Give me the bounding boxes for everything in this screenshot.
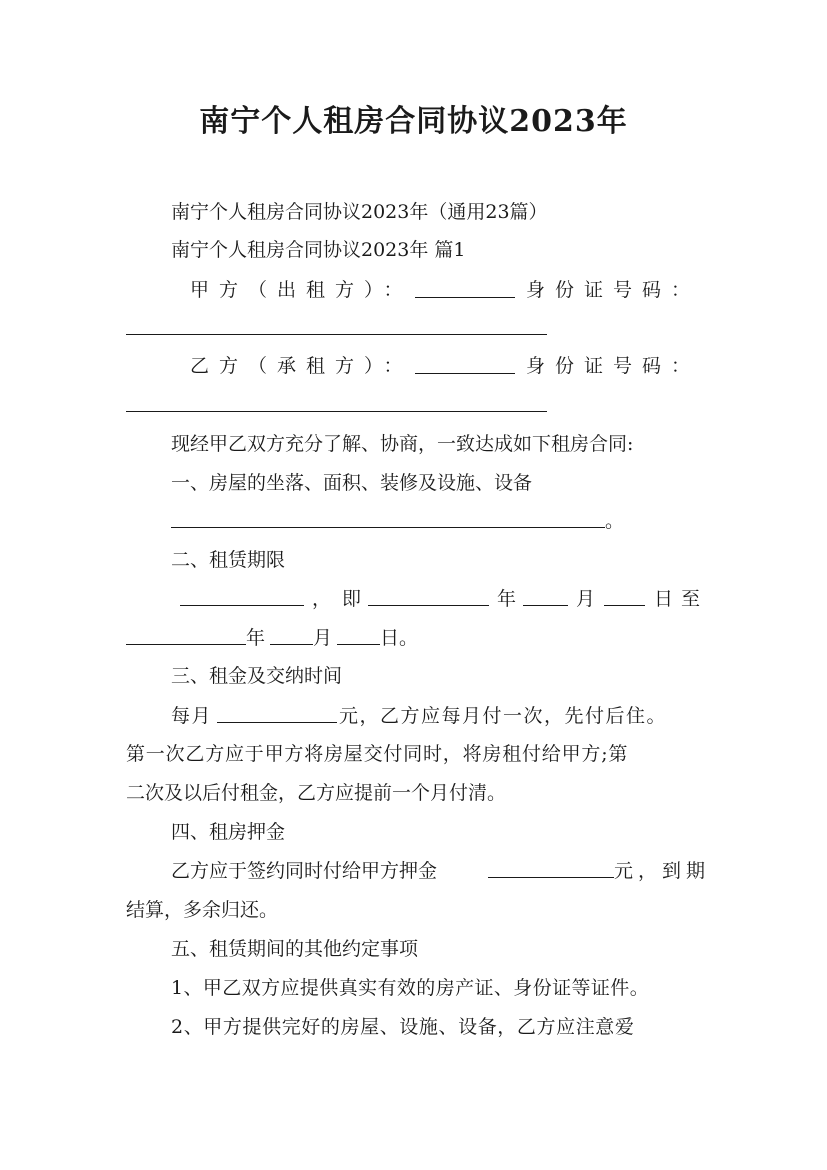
lease-yue-2: 月 — [313, 627, 333, 649]
party-a-row — [190, 276, 413, 304]
party-a-label: 甲方（出租方）： — [190, 279, 413, 301]
lease-start-blank — [180, 605, 304, 606]
lease-to-day-blank — [337, 644, 380, 645]
party-b-id-label: 身份证号码： — [526, 355, 701, 377]
deposit-amount-blank — [488, 877, 614, 878]
deposit-suffix: 元，到期 — [614, 860, 711, 882]
section-2-heading: 二、租赁期限 — [171, 549, 286, 571]
lease-ri-zhi: 日至 — [654, 588, 709, 610]
lease-to-year-blank — [126, 644, 246, 645]
lease-ji: 即 — [342, 588, 362, 610]
section-3-heading: 三、租金及交纳时间 — [171, 665, 343, 687]
party-b-name-blank — [415, 373, 515, 374]
party-b-label: 乙方（承租方）： — [190, 355, 413, 377]
rent-prefix: 每月 — [171, 705, 213, 727]
rent-paragraph-3: 二次及以后付租金，乙方应提前一个月付清。 — [126, 782, 507, 804]
subtitle: 南宁个人租房合同协议2023年（通用23篇） — [171, 201, 548, 223]
deposit-paragraph-2: 结算，多余归还。 — [126, 899, 279, 921]
section-label: 南宁个人租房合同协议2023年 篇1 — [171, 239, 466, 261]
section-5-heading: 五、租赁期间的其他约定事项 — [171, 938, 419, 960]
rent-paragraph-2: 第一次乙方应于甲方将房屋交付同时，将房租付给甲方;第 — [126, 743, 629, 765]
party-a-id-label: 身份证号码： — [526, 279, 701, 301]
lease-from-month-blank — [523, 605, 568, 606]
rent-amount-blank — [217, 722, 337, 723]
lease-comma: ， — [312, 588, 332, 610]
rent-suffix: 元，乙方应每月付一次，先付后住。 — [339, 705, 668, 727]
lease-from-year-blank — [368, 605, 489, 606]
party-a-name-blank — [415, 297, 515, 298]
party-b-row — [190, 352, 413, 380]
deposit-prefix: 乙方应于签约同时付给甲方押金 — [171, 860, 438, 882]
section-1-heading: 一、房屋的坐落、面积、装修及设施、设备 — [171, 472, 533, 494]
intro-paragraph: 现经甲乙双方充分了解、协商，一致达成如下租房合同: — [171, 433, 634, 455]
lease-yue: 月 — [576, 588, 596, 610]
section-1-blank — [171, 527, 605, 528]
lease-from-day-blank — [604, 605, 645, 606]
section-1-end: 。 — [605, 510, 625, 532]
lease-nian: 年 — [497, 588, 517, 610]
document-title: 南宁个人租房合同协议2023年 — [199, 104, 628, 139]
party-b-id-blank — [126, 411, 547, 412]
lease-ri-2: 日。 — [380, 627, 419, 649]
lease-nian-2: 年 — [246, 627, 266, 649]
clause-2: 2、甲方提供完好的房屋、设施、设备，乙方应注意爱 — [171, 1016, 635, 1038]
clause-1: 1、甲乙双方应提供真实有效的房产证、身份证等证件。 — [171, 977, 650, 999]
party-a-id-blank — [126, 334, 547, 335]
lease-to-month-blank — [270, 644, 313, 645]
section-4-heading: 四、租房押金 — [171, 821, 286, 843]
